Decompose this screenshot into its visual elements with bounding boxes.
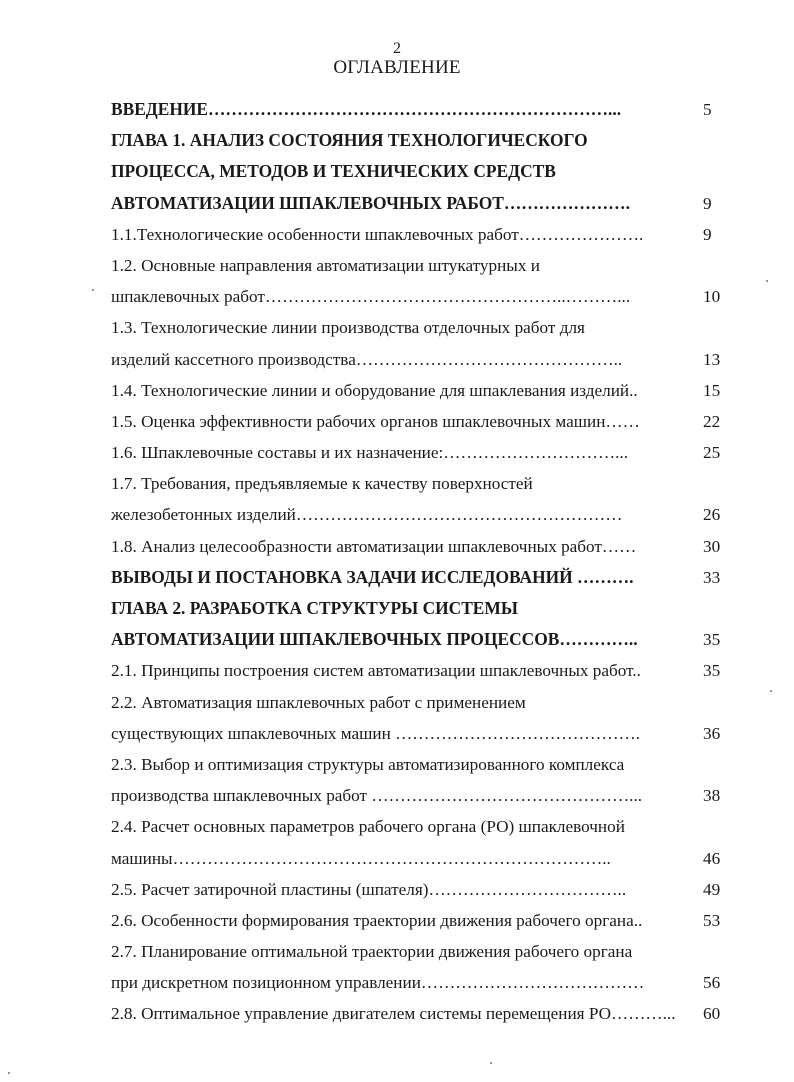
toc-entry-page: 35 [703, 630, 721, 650]
scan-speck [766, 280, 768, 282]
toc-entry-page: 33 [703, 567, 721, 587]
toc-entry-text: 1.8. Анализ целесообразности автоматизации шпаклевочных работ…… [111, 536, 637, 556]
toc-entry [111, 655, 726, 686]
toc-entry-text: 1.3. Технологические линии производства отделочных работ для [111, 318, 585, 338]
toc-entry-page: 26 [703, 505, 721, 525]
toc-entry-text: 2.4. Расчет основных параметров рабочего органа (РО) шпаклевочной [111, 817, 625, 837]
toc-entry-text: при дискретном позиционном управлении………………………………… [111, 973, 645, 993]
toc-entry-text: шпаклевочных работ……………………………………………..………... [111, 287, 631, 307]
toc-entry [111, 874, 726, 905]
toc-entry [111, 967, 726, 998]
toc-entry [111, 344, 726, 375]
table-of-contents [111, 94, 726, 1030]
toc-entry-page: 30 [703, 536, 721, 556]
toc-entry-page: 9 [703, 193, 712, 213]
toc-entry [111, 998, 726, 1029]
toc-entry-text: изделий кассетного производства……………………………………….. [111, 349, 623, 369]
toc-entry-page: 25 [703, 443, 721, 463]
toc-entry-page: 35 [703, 661, 721, 681]
toc-entry [111, 188, 726, 219]
toc-entry [111, 468, 726, 499]
toc-entry-page: 9 [703, 224, 712, 244]
toc-entry [111, 499, 726, 530]
toc-entry [111, 94, 726, 125]
toc-entry-text: ПРОЦЕССА, МЕТОДОВ И ТЕХНИЧЕСКИХ СРЕДСТВ [111, 161, 556, 182]
scan-speck [92, 289, 94, 291]
toc-entry [111, 312, 726, 343]
toc-entry-page: 46 [703, 848, 721, 868]
toc-entry-text: АВТОМАТИЗАЦИИ ШПАКЛЕВОЧНЫХ ПРОЦЕССОВ………….. [111, 629, 638, 650]
toc-entry [111, 780, 726, 811]
toc-entry [111, 905, 726, 936]
toc-entry-page: 60 [703, 1004, 721, 1024]
toc-entry [111, 811, 726, 842]
toc-entry [111, 843, 726, 874]
toc-entry-text: 2.1. Принципы построения систем автоматизации шпаклевочных работ.. [111, 661, 641, 681]
toc-entry-page: 38 [703, 786, 721, 806]
toc-entry [111, 936, 726, 967]
toc-entry-text: 1.5. Оценка эффективности рабочих органов шпаклевочных машин…… [111, 411, 640, 431]
toc-entry-text: производства шпаклевочных работ ………………………………………... [111, 786, 643, 806]
toc-entry [111, 281, 726, 312]
toc-entry-text: ГЛАВА 1. АНАЛИЗ СОСТОЯНИЯ ТЕХНОЛОГИЧЕСКОГО [111, 130, 588, 151]
toc-entry [111, 687, 726, 718]
toc-entry-text: 2.2. Автоматизация шпаклевочных работ с применением [111, 692, 526, 712]
toc-entry-text: 1.6. Шпаклевочные составы и их назначение:…………………………... [111, 443, 629, 463]
toc-entry-page: 13 [703, 349, 721, 369]
toc-entry-text: 2.6. Особенности формирования траектории движения рабочего органа.. [111, 910, 643, 930]
toc-entry-page: 10 [703, 287, 721, 307]
toc-entry-text: 2.7. Планирование оптимальной траектории движения рабочего органа [111, 942, 633, 962]
toc-entry [111, 250, 726, 281]
toc-entry-text: машины………………………………………………………………….. [111, 848, 611, 868]
toc-entry [111, 437, 726, 468]
page-number: 2 [393, 40, 401, 57]
toc-entry [111, 219, 726, 250]
toc-entry-text: железобетонных изделий………………………………………………… [111, 505, 623, 525]
toc-entry [111, 375, 726, 406]
toc-entry-page: 15 [703, 380, 721, 400]
toc-entry-page: 49 [703, 879, 721, 899]
toc-entry-text: ВВЕДЕНИЕ……………………………………………………………... [111, 99, 622, 119]
toc-entry-text: существующих шпаклевочных машин ……………………………………. [111, 723, 640, 743]
toc-entry-text: 1.1.Технологические особенности шпаклевочных работ…………………. [111, 224, 644, 244]
toc-entry [111, 718, 726, 749]
toc-entry-page: 5 [703, 100, 712, 119]
toc-entry-text: 2.5. Расчет затирочной пластины (шпателя)…………………………….. [111, 879, 627, 899]
toc-entry [111, 156, 726, 187]
toc-entry [111, 749, 726, 780]
toc-entry-text: 1.7. Требования, предъявляемые к качеству поверхностей [111, 474, 533, 494]
toc-entry-text: 2.3. Выбор и оптимизация структуры автоматизированного комплекса [111, 754, 625, 774]
toc-entry [111, 406, 726, 437]
scan-speck [8, 1072, 10, 1074]
toc-entry-page: 53 [703, 910, 721, 930]
scan-speck [770, 690, 772, 692]
toc-entry [111, 125, 726, 156]
toc-entry [111, 593, 726, 624]
scan-speck [490, 1062, 492, 1064]
toc-entry [111, 531, 726, 562]
toc-entry-page: 56 [703, 973, 721, 993]
toc-entry-page: 36 [703, 723, 721, 743]
toc-entry [111, 624, 726, 655]
toc-entry [111, 562, 726, 593]
toc-entry-text: АВТОМАТИЗАЦИИ ШПАКЛЕВОЧНЫХ РАБОТ…………………. [111, 192, 630, 213]
toc-title: ОГЛАВЛЕНИЕ [333, 57, 461, 78]
toc-entry-text: ГЛАВА 2. РАЗРАБОТКА СТРУКТУРЫ СИСТЕМЫ [111, 598, 518, 618]
toc-entry-page: 22 [703, 411, 721, 431]
toc-entry-text: 2.8. Оптимальное управление двигателем системы перемещения РО………... [111, 1004, 676, 1024]
toc-entry-text: 1.2. Основные направления автоматизации штукатурных и [111, 255, 540, 275]
toc-entry-text: ВЫВОДЫ И ПОСТАНОВКА ЗАДАЧИ ИССЛЕДОВАНИЙ ………. [111, 566, 634, 587]
toc-entry-text: 1.4. Технологические линии и оборудование для шпаклевания изделий.. [111, 380, 638, 400]
